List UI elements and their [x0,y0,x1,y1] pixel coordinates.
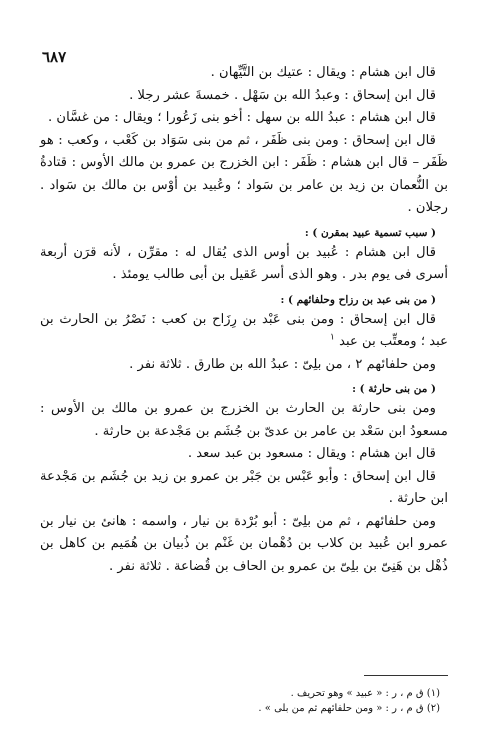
footnote: (٢) ق م ، ر : « ومن حلفائهم ثم من بلى » . [258,703,440,714]
page-number: ٦٨٧ [42,48,67,66]
section-heading: ( من بنى حارثة ) : [352,383,436,395]
paragraph: قال ابن هشام : ويقال : مسعود بن عبد سعد . [187,446,436,461]
paragraph: قال ابن هشام : عبدُ الله بن سهل : أخو بنى زَعُورا ؛ ويقال : من غسَّان . [48,110,436,125]
footnote-marker: ١ [330,332,335,343]
paragraph: قال ابن هشام : ويقال : عتيك بن التَّيِّهان . [210,65,436,80]
section-heading: ( سبب تسمية عبيد بمقرن ) : [304,226,436,239]
paragraph-text: قال ابن إسحاق : ومن بنى عَبْد بن رِزَاح بن كعب : نَصْرُ بن الحارث بن عبد ؛ ومعتِّب بن عبد [40,311,448,349]
paragraph: ومن بنى حارثة بن الحارث بن الخزرج بن عمرو بن مالك بن الأوس : مسعودُ ابن سَعْد بن عامر بن عدىّ بن جُشَم بن مَجْدعة بن حارثة . [40,401,448,439]
paragraph: قال ابن إسحاق : ومن بنى ظَفَر ، ثم من بنى سَوَاد بن كَعْب ، وكعب : هو ظَفَر – قال ابن هشام : ظَفَر : ابن الخزرج بن عمرو بن مالك الأوس : قتادةُ بن النُّعمان بن زيد بن عامر بن سَواد ؛ وعُبيد بن أوْس بن مالك بن سَواد . رجلان . [40,132,448,215]
body-text [40,62,448,578]
paragraph [40,309,448,354]
footnote-divider [364,675,448,676]
paragraph: قال ابن إسحاق : وأبو عَبْس بن جَبْر بن عمرو بن زيد بن جُشَم بن مَجْدعة ابن حارثة . [40,468,448,506]
footnotes [40,686,440,716]
paragraph: قال ابن إسحاق : وعبدُ الله بن سَهْل . خمسةَ عشر رجلا . [129,87,436,103]
paragraph: ومن حلفائهم ، ثم من بلِىّ : أبو بُرْدة بن نيار ، واسمه : هانئ بن نيار بن عمرو ابن عُبيد بن كلاب بن دُهْمان بن غَنْم بن ذُبيان بن هُمَيم بن كاهل بن ذُهْل بن هَنِىّ بن بلِىّ بن عمرو بن الحاف بن قُضاعة . ثلاثة نفر . [40,513,448,574]
footnote: (١) ق م ، ر : « عبيد » وهو تحريف . [290,688,440,699]
section-heading: ( من بنى عبد بن رزاح وحلفائهم ) : [280,293,436,306]
paragraph: ومن حلفائهم ٢ ، من بلِىّ : عبدُ الله بن طارق . ثلاثة نفر . [129,356,436,372]
paragraph: قال ابن هشام : عُبيد بن أوس الذى يُقال له : مقرِّن ، لأنه قرَن أربعة أسرى فى يوم بدر . وهو الذى أسر عَقيل بن أبى طالب يومئذ . [40,244,448,282]
